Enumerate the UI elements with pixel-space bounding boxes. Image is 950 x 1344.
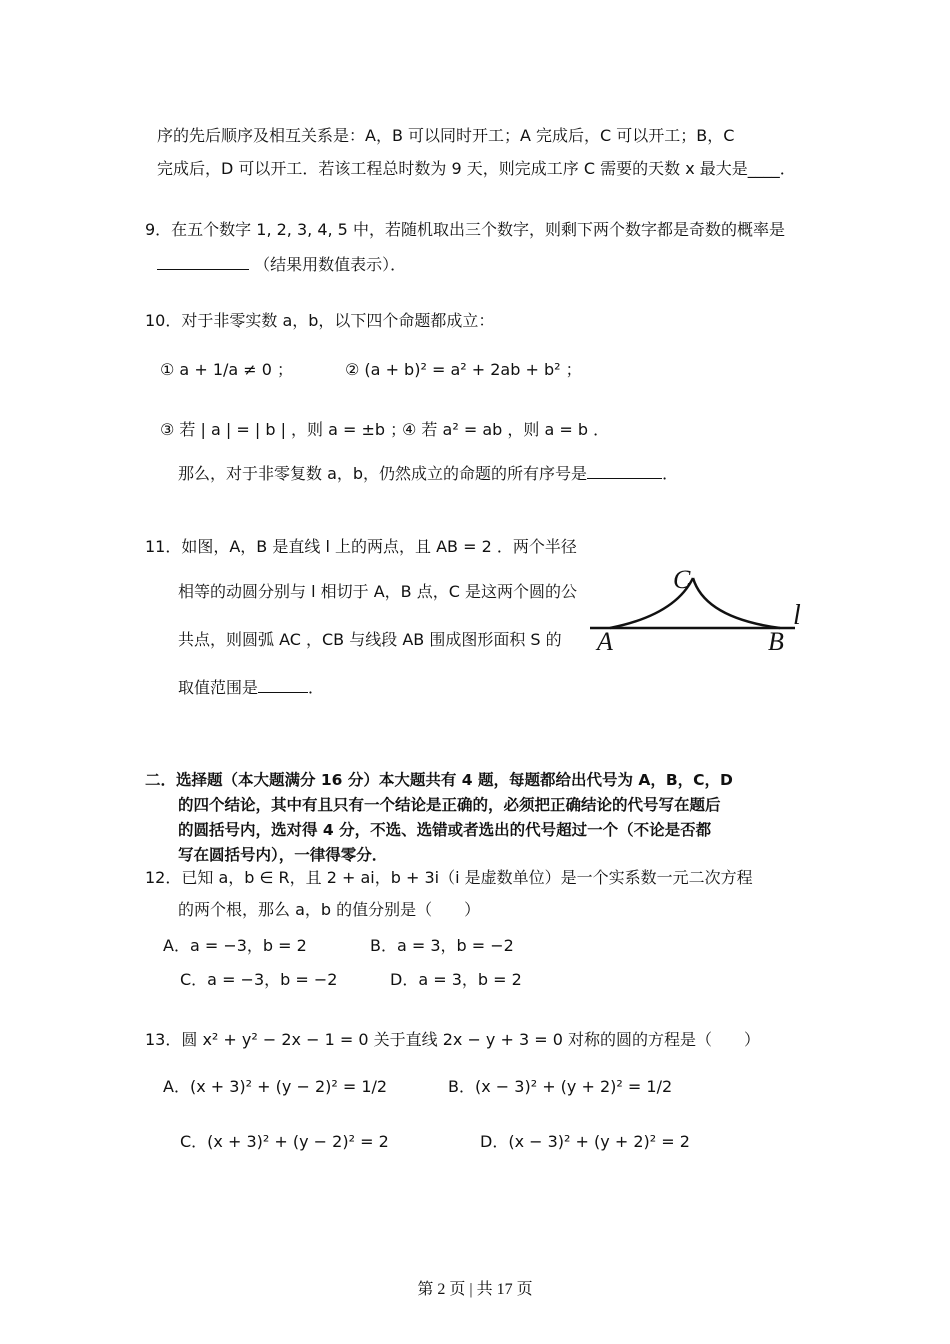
page-footer: 第 2 页 | 共 17 页 — [417, 1281, 533, 1298]
q11-line2: 相等的动圆分别与 l 相切于 A，B 点，C 是这两个圆的公 — [178, 582, 577, 601]
q10-prop-1: ① a + 1/a ≠ 0 ； — [160, 360, 294, 379]
q11-line4: 取值范围是 ． — [178, 678, 325, 697]
section2-line1: 二．选择题（本大题满分 16 分）本大题共有 4 题，每题都给出代号为 A，B，C，D — [145, 771, 733, 789]
q10-followup: 那么，对于非零复数 a，b，仍然成立的命题的所有序号是 ． — [178, 464, 679, 483]
q13-option-a[interactable]: A．(x + 3)² + (y − 2)² = 1/2 — [163, 1077, 388, 1096]
q11-figure — [585, 560, 815, 660]
q12-line2: 的两个根，那么 a，b 的值分别是（ ） — [178, 900, 481, 919]
q10-prop-2: ② (a + b)² = a² + 2ab + b² ； — [345, 360, 582, 379]
q12-line1: 12．已知 a，b ∈ R，且 2 + ai，b + 3i（i 是虚数单位）是一个实系数一元二次方程 — [145, 868, 753, 887]
q12-option-c[interactable]: C．a = −3，b = −2 — [180, 970, 338, 989]
q13-option-b[interactable]: B．(x − 3)² + (y + 2)² = 1/2 — [448, 1077, 673, 1096]
q9-answer-blank[interactable] — [157, 253, 249, 270]
section2-line3: 的圆括号内，选对得 4 分，不选、选错或者选出的代号超过一个（不论是否都 — [178, 821, 712, 839]
label-b: B — [768, 627, 784, 656]
q13-option-c[interactable]: C．(x + 3)² + (y − 2)² = 2 — [180, 1132, 389, 1151]
label-a: A — [597, 627, 613, 656]
q11-line3: 共点，则圆弧 AC ，CB 与线段 AB 围成图形面积 S 的 — [178, 630, 562, 649]
q8-line2: 完成后，D 可以开工．若该工程总时数为 9 天，则完成工序 C 需要的天数 x 最大是____． — [157, 159, 796, 178]
q12-option-b[interactable]: B．a = 3，b = −2 — [370, 936, 514, 955]
label-l: l — [793, 600, 801, 631]
arc-cb — [693, 578, 780, 628]
q9-stem: 9．在五个数字 1, 2, 3, 4, 5 中，若随机取出三个数字，则剩下两个数字都是奇数的概率是 — [145, 220, 785, 239]
q8-line1: 序的先后顺序及相互关系是：A，B 可以同时开工；A 完成后，C 可以开工；B，C — [157, 126, 735, 145]
label-c: C — [673, 565, 691, 594]
q13-option-d[interactable]: D．(x − 3)² + (y + 2)² = 2 — [480, 1132, 690, 1151]
section2-line4: 写在圆括号内），一律得零分． — [178, 846, 388, 864]
q10-stem: 10．对于非零实数 a，b，以下四个命题都成立： — [145, 311, 495, 330]
q12-option-d[interactable]: D．a = 3，b = 2 — [390, 970, 522, 989]
q11-answer-blank[interactable] — [258, 676, 308, 693]
q10-answer-blank[interactable] — [587, 462, 662, 479]
q11-line1: 11．如图，A，B 是直线 l 上的两点，且 AB = 2 ．两个半径 — [145, 537, 577, 556]
q9-answer-line: （结果用数值表示）． — [157, 253, 406, 277]
section2-line2: 的四个结论，其中有且只有一个结论是正确的，必须把正确结论的代号写在题后 — [178, 796, 721, 814]
q13-stem: 13．圆 x² + y² − 2x − 1 = 0 关于直线 2x − y + 3 = 0 对称的圆的方程是（ ） — [145, 1030, 761, 1049]
q12-option-a[interactable]: A．a = −3，b = 2 — [163, 936, 307, 955]
q10-prop-4: ④ 若 a² = ab ，则 a = b ． — [402, 420, 610, 439]
q10-prop-3: ③ 若 | a | = | b | ，则 a = ±b ； — [160, 420, 407, 439]
